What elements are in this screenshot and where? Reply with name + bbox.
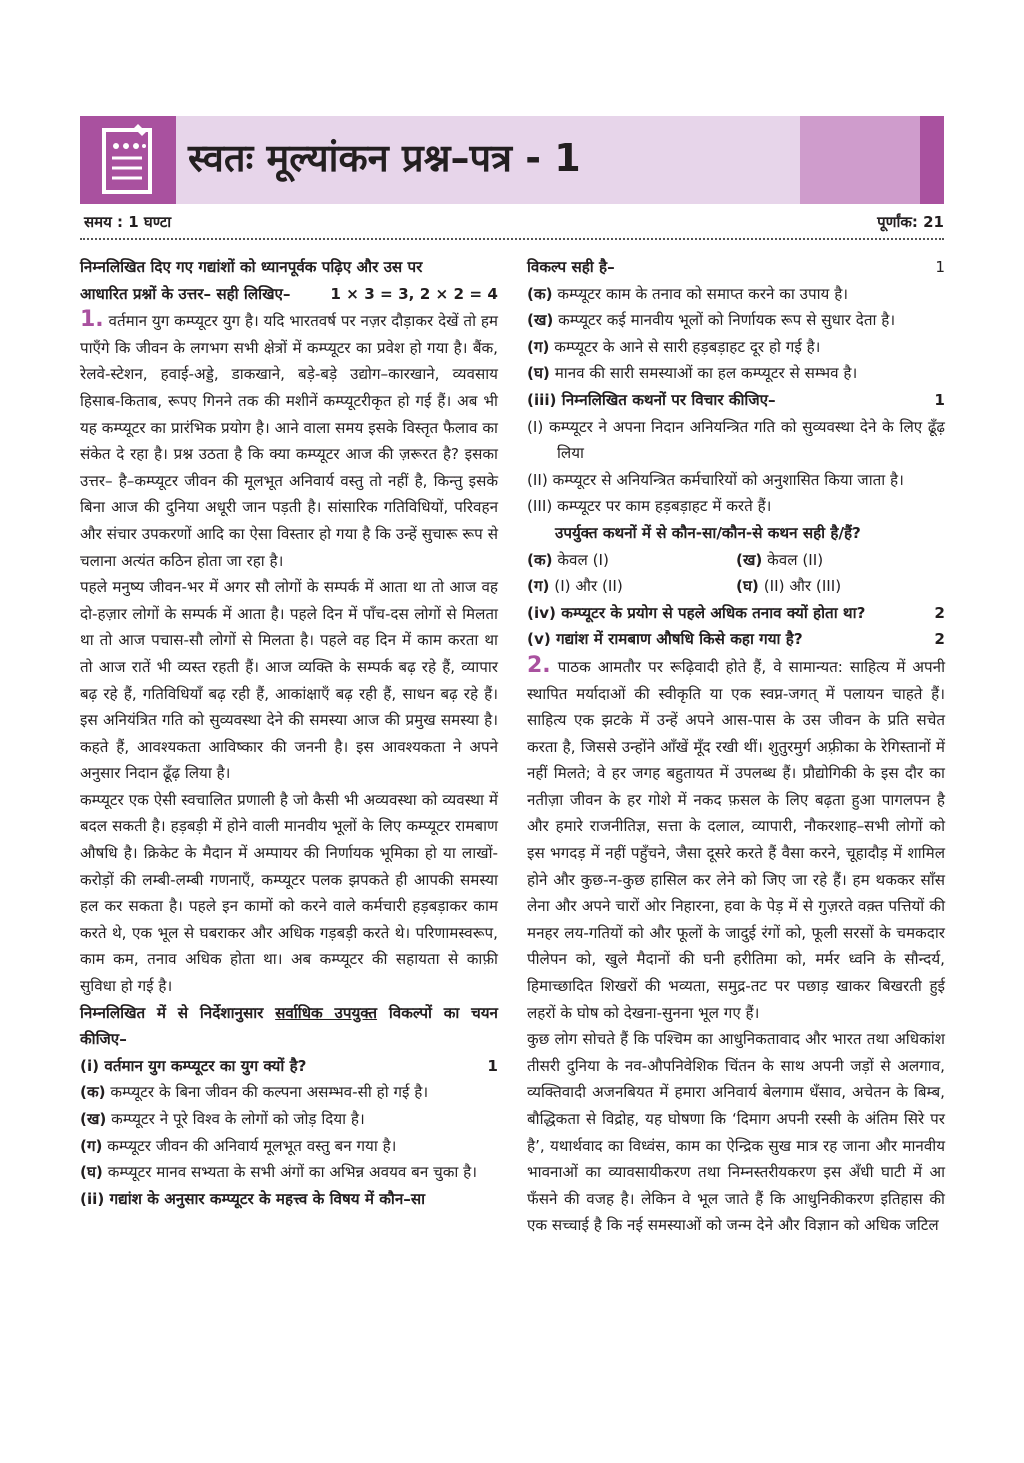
instruction-line-2: आधारित प्रश्नों के उत्तर– सही लिखिए– 1 × 3 = 3, 2 × 2 = 4 — [80, 284, 498, 303]
option: (क) कम्प्यूटर काम के तनाव को समाप्त करने का उपाय है। — [527, 284, 849, 303]
page-title: स्वतः मूल्यांकन प्रश्न–पत्र - 1 — [188, 136, 581, 180]
passage-1-para-3: कम्प्यूटर एक ऐसी स्वचालित प्रणाली है जो कैसी भी अव्यवस्था को व्यवस्था में बदल सकती है। हड़बड़ी में होने वाली मानवीय भूलों के लिए कम्प्यूटर रामबाण औषधि है। क्रिकेट के मैदान में अम्पायर की निर्णायक भूमिका हो या लाखों-करोड़ों की लम्बी-लम्बी गणनाएँ, कम्प्यूटर पलक झपकते ही आपकी समस्या हल कर सकता है। पहले इन कामों को करने वाले कर्मचारी हड़बड़ाकर काम करते थे, एक भूल से घबराकर और अधिक गड़बड़ी करते थे। परिणामस्वरूप, काम कम, तनाव अधिक होता था। अब कम्प्यूटर की सहायता से काफ़ी सुविधा हो गई है। — [80, 790, 498, 996]
instruction-line-1: निम्नलिखित दिए गए गद्यांशों को ध्यानपूर्वक पढ़िए और उस पर — [80, 258, 423, 276]
instruction-select: निम्नलिखित में से निर्देशानुसार सर्वाधिक उपयुक्त विकल्पों का चयन कीजिए– — [80, 1003, 498, 1049]
passage-2-para-1: 2. पाठक आमतौर पर रूढ़िवादी होते हैं, वे सामान्यत: साहित्य में अपनी स्थापित मर्यादाओं की स्वीकृति या एक स्वप्न-जगत् में पलायन चाहते हैं। साहित्य एक झटके में उन्हें अपने आस-पास के उस जीवन के प्रति सचेत करता है, जिससे उन्होंने आँखें मूँद रखी थीं। शुतुरमुर्ग अफ़्रीका के रेगिस्तानों में नहीं मिलते; वे हर जगह बहुतायत में उपलब्ध हैं। प्रौद्योगिकी के इस दौर का नतीज़ा जीवन के हर गोशे में नकद फ़सल के लिए बढ़ता हुआ पागलपन है और हमारे राजनीतिज्ञ, सत्ता के दलाल, व्यापारी, नौकरशाह–सभी लोगों को इस भगदड़ में नहीं पहुँचने, जैसा दूसरे करते हैं वैसा करने, चूहादौड़ में शामिल होने और कुछ-न-कुछ हासिल कर लेने को जिए जा रहे हैं। हम थककर साँस लेना और अपने चारों ओर निहारना, हवा के पेड़ में से गुज़रते वक़्त पत्तियों की मनहर लय-गतियों को और फूलों के जादुई रंगों को, फूली सरसों के चमकदार पीलेपन को, खुले मैदानों की घनी हरीतिमा को, मर्मर ध्वनि के सौन्दर्य, हिमाच्छादित शिखरों की भव्यता, समुद्र-तट पर पछाड़ खाकर बिखरती हुई लहरों के घोष को देखना-सुनना भूल गए हैं। — [527, 652, 946, 1022]
question-number: 2. — [527, 652, 551, 678]
option: (घ) कम्प्यूटर मानव सभ्यता के सभी अंगों का अभिन्न अवयव बन चुका है। — [80, 1163, 477, 1182]
option: (ग) कम्प्यूटर जीवन की अनिवार्य मूलभूत वस्तु बन गया है। — [80, 1136, 397, 1155]
divider — [80, 238, 944, 240]
option: (क) कम्प्यूटर के बिना जीवन की कल्पना असम्भव-सी हो गई है। — [80, 1083, 429, 1102]
question-iii: (iii) निम्नलिखित कथनों पर विचार कीजिए– 1 — [527, 390, 945, 409]
header-accent-dark — [920, 116, 944, 204]
question-ii-continued: विकल्प सही है– 1 — [527, 258, 945, 276]
question-i: (i) वर्तमान युग कम्प्यूटर का युग क्यों है? 1 — [80, 1056, 498, 1075]
option: (ग) (I) और (II) — [527, 577, 623, 596]
question-ii: (ii) गद्यांश के अनुसार कम्प्यूटर के महत्त्व के विषय में कौन–सा — [80, 1189, 426, 1208]
statement-2: (II) कम्प्यूटर से अनियन्त्रित कर्मचारियों को अनुशासित किया जाता है। — [527, 470, 904, 489]
option: (ख) कम्प्यूटर ने पूरे विश्व के लोगों को जोड़ दिया है। — [80, 1110, 365, 1128]
worksheet-icon — [80, 116, 176, 204]
left-column — [80, 254, 498, 1212]
question-iv: (iv) कम्प्यूटर के प्रयोग से पहले अधिक तनाव क्यों होता था? 2 — [527, 603, 945, 622]
statement-1: (I) कम्प्यूटर ने अपना निदान अनियन्त्रित गति को सुव्यवस्था देने के लिए ढूँढ़ लिया — [527, 417, 945, 463]
options-row-2 — [527, 573, 945, 600]
options-row-1 — [527, 547, 945, 574]
total-marks: पूर्णांक: 21 — [877, 213, 944, 231]
option: (ख) कम्प्यूटर कई मानवीय भूलों को निर्णायक रूप से सुधार देता है। — [527, 311, 896, 330]
question-iii-ask: उपर्युक्त कथनों में से कौन-सा/कौन-से कथन सही है/हैं? — [555, 523, 861, 542]
statement-3: (III) कम्प्यूटर पर काम हड़बड़ाहट में करते हैं। — [527, 497, 772, 516]
header-banner — [80, 116, 944, 204]
time-label: समय : 1 घण्टा — [84, 213, 172, 231]
passage-1-para-1: 1. वर्तमान युग कम्प्यूटर युग है। यदि भारतवर्ष पर नज़र दौड़ाकर देखें तो हम पाएँगे कि जीवन के लगभग सभी क्षेत्रों में कम्प्यूटर का प्रवेश हो गया है। बैंक, रेलवे-स्टेशन, हवाई-अड्डे, डाकखाने, बड़े-बड़े उद्योग–कारखाने, व्यवसाय हिसाब-किताब, रूपए गिनने तक की मशीनें कम्प्यूटरीकृत हो गई हैं। अब भी यह कम्प्यूटर का प्रारंभिक प्रयोग है। आने वाला समय इसके विस्तृत फैलाव का संकेत दे रहा है। प्रश्न उठता है कि क्या कम्प्यूटर आज की ज़रूरत है? इसका उत्तर– है–कम्प्यूटर जीवन की मूलभूत अनिवार्य वस्तु तो नहीं है, किन्तु इसके बिना आज की दुनिया अधूरी जान पड़ती है। सांसारिक गतिविधियों, परिवहन और संचार उपकरणों आदि का ऐसा विस्तार हो गया है कि उन्हें सुचारू रूप से चलाना अत्यंत कठिन होता जा रहा है। — [80, 307, 499, 570]
header-accent — [800, 116, 920, 204]
right-column — [527, 254, 945, 1239]
passage-1-para-2: पहले मनुष्य जीवन-भर में अगर सौ लोगों के सम्पर्क में आता था तो आज वह दो-हज़ार लोगों के सम्पर्क में आता है। पहले दिन में पाँच-दस लोगों से मिलता था तो आज पचास-सौ लोगों से मिलता है। पहले वह दिन में काम करता था तो आज रातें भी व्यस्त रहती हैं। आज व्यक्ति के सम्पर्क बढ़ रहे हैं, व्यापार बढ़ रहे हैं, गतिविधियाँ बढ़ रही हैं, आकांक्षाएँ बढ़ रही हैं, साधन बढ़ रहे हैं। इस अनियंत्रित गति को सुव्यवस्था देने की समस्या आज की प्रमुख समस्या है। कहते हैं, आवश्यकता आविष्कार की जननी है। इस आवश्यकता ने अपने अनुसार निदान ढूँढ़ लिया है। — [80, 578, 498, 783]
option: (घ) (II) और (III) — [736, 577, 842, 596]
option: (क) केवल (I) — [527, 550, 609, 569]
option: (ख) केवल (II) — [736, 550, 824, 569]
passage-2-para-2: कुछ लोग सोचते हैं कि पश्चिम का आधुनिकतावाद और भारत तथा अधिकांश तीसरी दुनिया के नव-औपनिवेशिक चिंतन के साथ अपनी जड़ों से अलगाव, व्यक्तिवादी अजनबियत में हमारा अनिवार्य बेलगाम धँसाव, अचेतन के बिम्ब, बौद्धिकता से विद्रोह, यह घोषणा कि ‘दिमाग अपनी रस्सी के अंतिम सिरे पर है’, यथार्थवाद का विध्वंस, काम का ऐन्द्रिक सुख मात्र रह जाना और मानवीय भावनाओं का व्यावसायीकरण तथा निम्नस्तरीयकरण इस अँधी घाटी में आ फँसने की वजह है। लेकिन वे भूल जाते हैं कि आधुनिकीकरण इतिहास की एक सच्चाई है कि नई समस्याओं को जन्म देने और विज्ञान को अधिक जटिल — [527, 1030, 945, 1235]
option: (घ) मानव की सारी समस्याओं का हल कम्प्यूटर से सम्भव है। — [527, 364, 858, 383]
option: (ग) कम्प्यूटर के आने से सारी हड़बड़ाहट दूर हो गई है। — [527, 337, 821, 356]
question-v: (v) गद्यांश में रामबाण औषधि किसे कहा गया है? 2 — [527, 630, 945, 649]
question-number: 1. — [80, 307, 104, 333]
